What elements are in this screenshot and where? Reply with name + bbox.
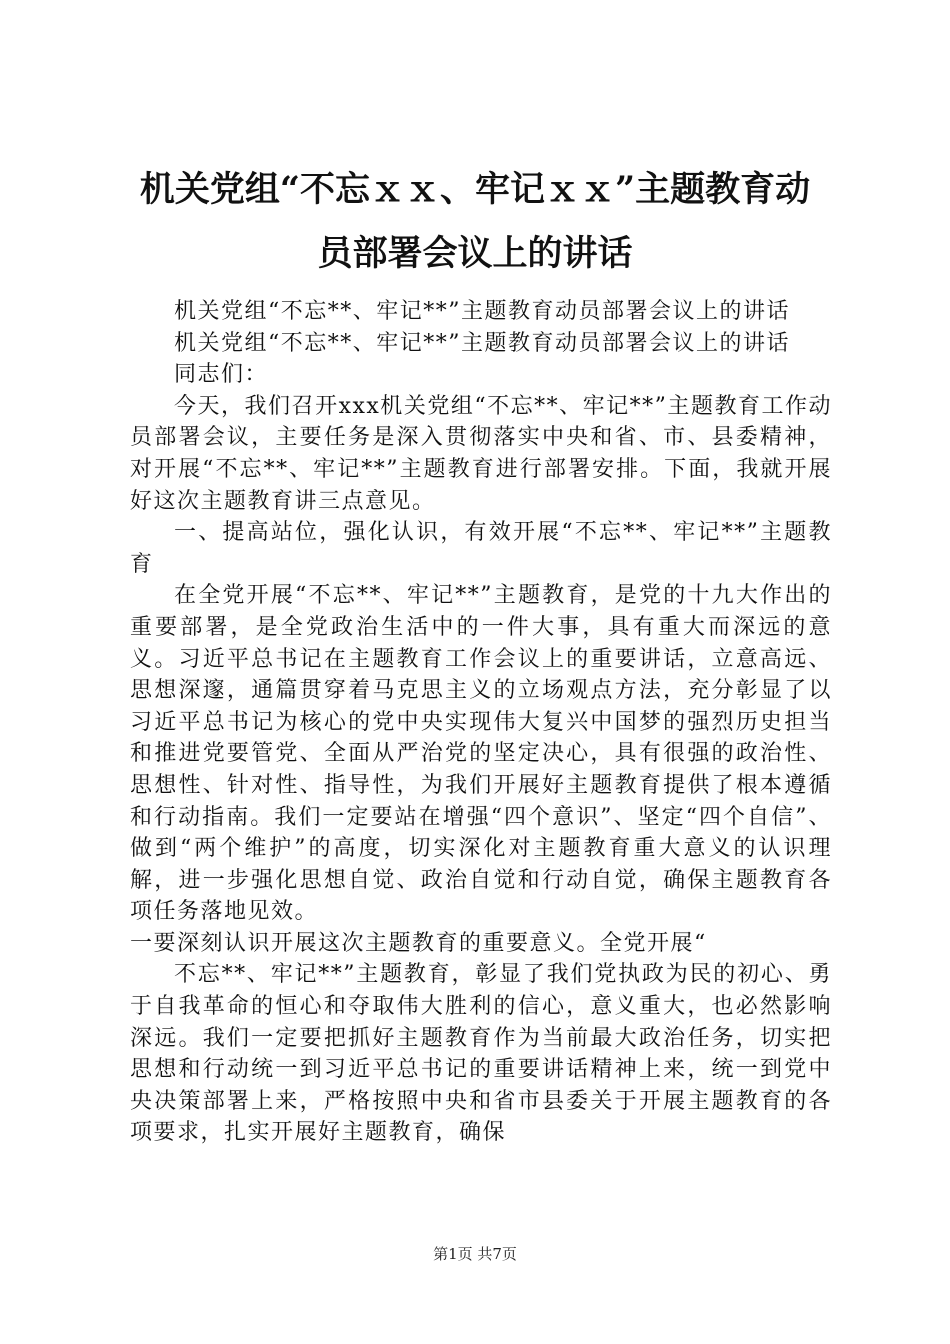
paragraph-salutation: 同志们：: [174, 362, 269, 388]
page-footer: 第1页 共7页: [433, 1245, 517, 1263]
title-line-1: 机关党组“不忘ｘｘ、牢记ｘｘ”主题教育动: [139, 169, 811, 210]
document-body: [130, 296, 832, 1149]
paragraph-section-heading-1: 一、提高站位，强化认识，有效开展“不忘**、牢记**”主题教育: [130, 520, 832, 577]
paragraph-point-one: 一要深刻认识开展这次主题教育的重要意义。全党开展“: [130, 930, 707, 956]
paragraph-intro: 今天，我们召开xxx机关党组“不忘**、牢记**”主题教育工作动员部署会议，主要任务是深入贯彻落实中央和省、市、县委精神，对开展“不忘**、牢记**”主题教育进行部署安排。下面，我就开展好这次主题教育讲三点意见。: [130, 393, 832, 514]
title-line-2: 员部署会议上的讲话: [317, 233, 633, 274]
document-title: [118, 158, 832, 286]
paragraph-significance: 在全党开展“不忘**、牢记**”主题教育，是党的十九大作出的重要部署，是全党政治生活中的一件大事，具有重大而深远的意义。习近平总书记在主题教育工作会议上的重要讲话，立意高远、思想深邃，通篇贯穿着马克思主义的立场观点方法，充分彰显了以习近平总书记为核心的党中央实现伟大复兴中国梦的强烈历史担当和推进党要管党、全面从严治党的坚定决心，具有很强的政治性、思想性、针对性、指导性，为我们开展好主题教育提供了根本遵循和行动指南。我们一定要站在增强“四个意识”、坚定“四个自信”、做到“两个维护”的高度，切实深化对主题教育重大意义的认识理解，进一步强化思想自觉、政治自觉和行动自觉，确保主题教育各项任务落地见效。: [130, 583, 832, 925]
paragraph-repeated-title-2: 机关党组“不忘**、牢记**”主题教育动员部署会议上的讲话: [174, 330, 790, 356]
paragraph-repeated-title-1: 机关党组“不忘**、牢记**”主题教育动员部署会议上的讲话: [174, 299, 790, 324]
paragraph-continuation: 不忘**、牢记**”主题教育，彰显了我们党执政为民的初心、勇于自我革命的恒心和夺取伟大胜利的信心，意义重大，也必然影响深远。我们一定要把抓好主题教育作为当前最大政治任务，切实把思想和行动统一到习近平总书记的重要讲话精神上来，统一到党中央决策部署上来，严格按照中央和省市县委关于开展主题教育的各项要求，扎实开展好主题教育，确保: [130, 962, 832, 1146]
